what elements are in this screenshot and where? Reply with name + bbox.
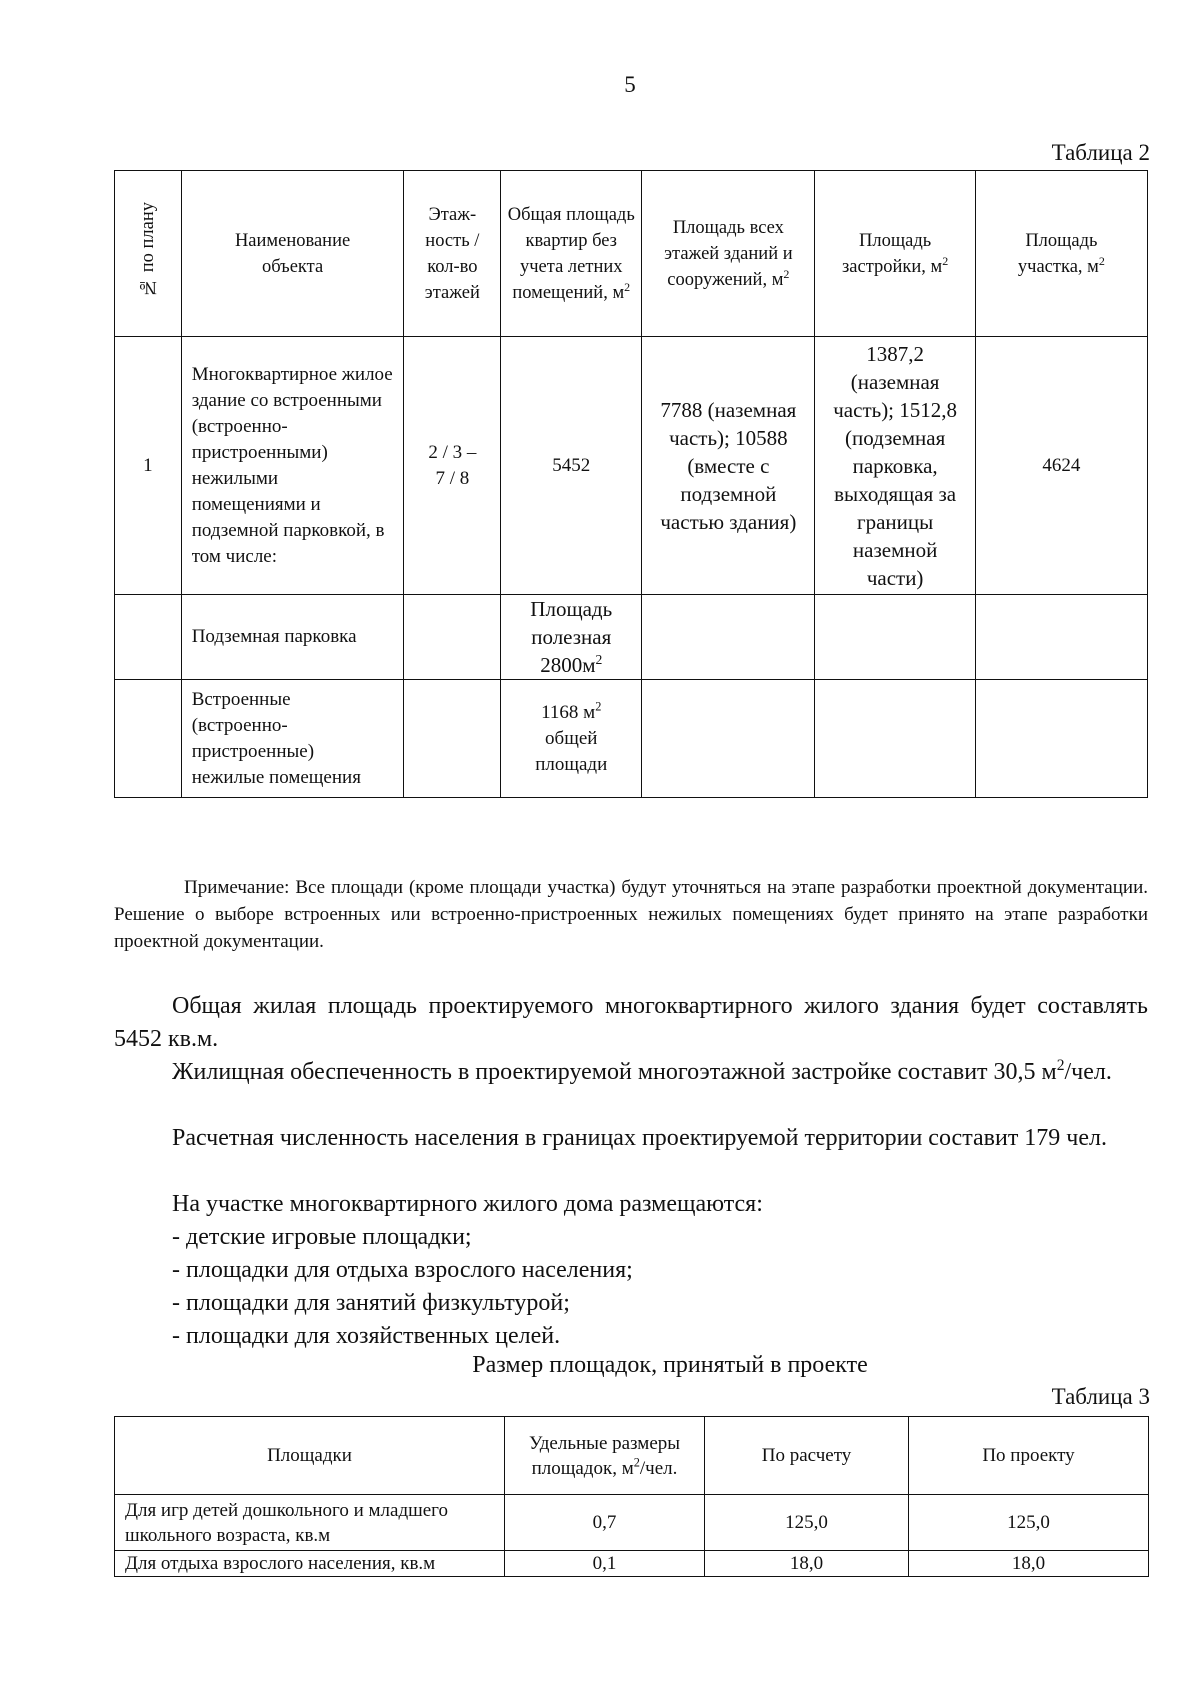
row-proj: 125,0 xyxy=(909,1495,1149,1551)
paragraph-population: Расчетная численность населения в границах проектируемой территории составит 179 чел. xyxy=(172,1125,1108,1151)
row2-apt-area: Площадь полезная $2800м^2$ xyxy=(501,595,642,680)
table2-row-parking xyxy=(115,595,1148,680)
table2-row-building xyxy=(115,337,1148,595)
header-all-floors: Площадь всех этажей зданий и сооружений, $м^2$ xyxy=(642,171,815,337)
table2-row-premises xyxy=(115,680,1148,798)
row1-num: 1 xyxy=(115,337,182,595)
bullet-item: - площадки для хозяйственных целей. xyxy=(172,1323,561,1349)
header-proj: По проекту xyxy=(909,1417,1149,1495)
header-plot: Площадь участка, $м^2$ xyxy=(975,171,1147,337)
table2-caption: Таблица 2 xyxy=(1051,140,1150,165)
row3-name: Встроенные (встроенно-пристроенные) нежилые помещения xyxy=(181,680,404,798)
table3-title: Размер площадок, принятый в проекте xyxy=(472,1352,868,1378)
bullet-item: - площадки для занятий физкультурой; xyxy=(172,1290,570,1316)
page-number: 5 xyxy=(624,72,636,97)
table-row xyxy=(115,1495,1149,1551)
row1-apt-area: 5452 xyxy=(501,337,642,595)
bullet-item: - площадки для отдыха взрослого населения; xyxy=(172,1257,633,1283)
header-apt-area: Общая площадь квартир без учета летних помещений, $м^2$ xyxy=(501,171,642,337)
row1-built: 1387,2 (наземная часть); 1512,8 (подземная парковка, выходящая за границы наземной части) xyxy=(815,337,975,595)
row3-apt-area: 1168 $м^2$ общей площади xyxy=(501,680,642,798)
table2 xyxy=(114,170,1148,798)
row1-plot: 4624 xyxy=(975,337,1147,595)
row-calc: 18,0 xyxy=(705,1551,909,1577)
table3-header-row xyxy=(115,1417,1149,1495)
row1-floors: 2 / 3 – 7 / 8 xyxy=(404,337,501,595)
paragraph-housing-provision: Жилищная обеспеченность в проектируемой многоэтажной застройке составит 30,5 $м^2$/чел. xyxy=(172,1057,1112,1085)
header-name: Наименование объекта xyxy=(181,171,404,337)
bullet-item: - детские игровые площадки; xyxy=(172,1224,472,1250)
header-floors: Этаж-ность / кол-во этажей xyxy=(404,171,501,337)
row-name: Для отдыха взрослого населения, кв.м xyxy=(115,1551,505,1577)
row2-name: Подземная парковка xyxy=(181,595,404,680)
table3-caption: Таблица 3 xyxy=(1051,1384,1150,1409)
row-specific: 0,1 xyxy=(505,1551,705,1577)
table2-note: Примечание: Все площади (кроме площади участка) будут уточняться на этапе разработки проектной документации. Решение о выборе встроенных или встроенно-пристроенных нежилых помещениях будет принято на этапе разработки проектной документации. xyxy=(114,877,1148,952)
row1-name: Многоквартирное жилое здание со встроенными (встроенно-пристроенными) нежилыми помещениями и подземной парковкой, в том числе: xyxy=(181,337,404,595)
table-row xyxy=(115,1551,1149,1577)
header-calc: По расчету xyxy=(705,1417,909,1495)
header-plots: Площадки xyxy=(115,1417,505,1495)
row-proj: 18,0 xyxy=(909,1551,1149,1577)
table2-header-row xyxy=(115,171,1148,337)
row-calc: 125,0 xyxy=(705,1495,909,1551)
paragraph-living-area: Общая жилая площадь проектируемого многоквартирного жилого здания будет составлять 5452 кв.м. xyxy=(114,993,1148,1052)
header-built: Площадь застройки, $м^2$ xyxy=(815,171,975,337)
row-name: Для игр детей дошкольного и младшего школьного возраста, кв.м xyxy=(115,1495,505,1551)
header-specific: Удельные размеры площадок, $м^2$/чел. xyxy=(505,1417,705,1495)
row1-all-floors: 7788 (наземная часть); 10588 (вместе с подземной частью здания) xyxy=(642,337,815,595)
paragraph-plot-list-intro: На участке многоквартирного жилого дома размещаются: xyxy=(172,1191,763,1217)
table3 xyxy=(114,1416,1149,1577)
header-num: № по плану xyxy=(115,171,182,337)
row-specific: 0,7 xyxy=(505,1495,705,1551)
